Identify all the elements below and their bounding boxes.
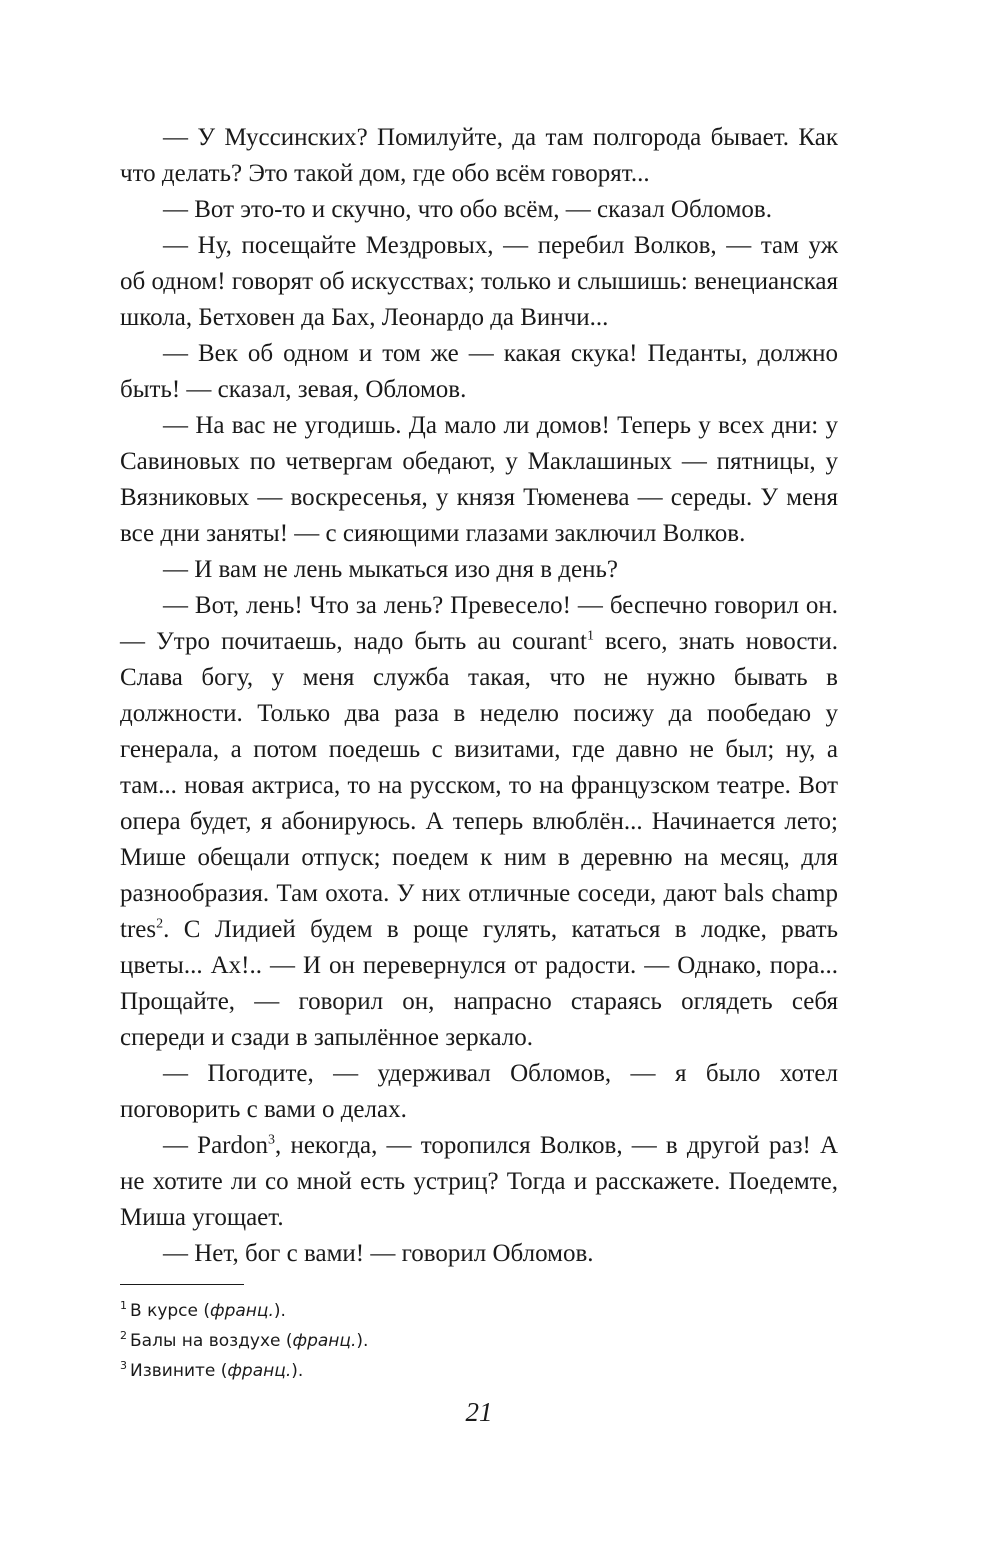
footnote — [120, 1356, 838, 1386]
paragraph: — У Муссинских? Помилуйте, да там полгорода бывает. Как что делать? Это такой дом, где обо всём говорят... — [120, 124, 838, 187]
footnote-ref[interactable]: 1 — [586, 628, 594, 644]
footnote-text: Балы на воздухе ( — [130, 1331, 293, 1351]
paragraph-text: — Pardon — [163, 1132, 269, 1159]
footnote-number: 3 — [120, 1359, 127, 1373]
paragraph-text: — Вот, лень! Что за лень? Превесело! — беспечно говорил он. — Утро почитаешь, надо быть au courant — [120, 592, 838, 655]
paragraph-text: всего, знать новости. Слава богу, у меня служба такая, что не нужно бывать в должности. Только два раза в неделю посижу да пообедаю у генерала, а потом поедешь с визитами, где давно не был; ну, а там... новая актриса, то на русском, то на французском театре. Вот опера будет, я абонируюсь. А теперь влюблён... Начинается лето; Мише обещали отпуск; поедем к ним в деревню на месяц, для разнообразия. Там охота. У них отличные соседи, дают bals champ tres — [120, 628, 838, 943]
footnote-language: франц. — [227, 1361, 292, 1381]
page-number: 21 — [465, 1397, 493, 1427]
footnote-number: 1 — [120, 1299, 127, 1313]
paragraph: — И вам не лень мыкаться изо дня в день? — [163, 556, 618, 583]
paragraph: — Ну, посещайте Мездровых, — перебил Волков, — там уж об одном! говорят об искусствах; только и слышишь: венецианская школа, Бетховен да Бах, Леонардо да Винчи... — [120, 232, 838, 331]
footnote-divider — [120, 1284, 244, 1285]
book-page — [120, 120, 838, 1500]
body-text — [120, 120, 838, 1272]
paragraph: — На вас не угодишь. Да мало ли домов! Теперь у всех дни: у Савиновых по четвергам обедают, у Маклашиных — пятницы, у Вязниковых — воскресенья, у князя Тюменева — середы. У меня все дни заняты! — с сияющими глазами заключил Волков. — [120, 412, 838, 547]
footnote-ref[interactable]: 3 — [268, 1132, 276, 1148]
footnote-text: В курсе ( — [130, 1301, 211, 1321]
footnote-number: 2 — [120, 1329, 127, 1343]
footnote — [120, 1326, 838, 1356]
paragraph: — Нет, бог с вами! — говорил Обломов. — [163, 1240, 594, 1267]
paragraph: — Погодите, — удерживал Обломов, — я было хотел поговорить с вами о делах. — [120, 1060, 838, 1123]
paragraph: — Вот это-то и скучно, что обо всём, — сказал Обломов. — [163, 196, 772, 223]
footnotes — [120, 1296, 838, 1386]
footnote-ref[interactable]: 2 — [156, 916, 164, 932]
footnote-close: ). — [356, 1331, 369, 1351]
footnote-language: франц. — [210, 1301, 274, 1321]
paragraph — [120, 588, 838, 1056]
footnote-language: франц. — [292, 1331, 357, 1351]
footnote-close: ). — [291, 1361, 304, 1381]
paragraph — [120, 1128, 838, 1236]
paragraph: — Век об одном и том же — какая скука! Педанты, должно быть! — сказал, зевая, Обломов. — [120, 340, 838, 403]
footnote — [120, 1296, 838, 1326]
footnote-close: ). — [273, 1301, 286, 1321]
paragraph-text: . С Лидией будем в роще гулять, кататься в лодке, рвать цветы... Ах!.. — И он перевернулся от радости. — Однако, пора... Прощайте, — говорил он, напрасно стараясь оглядеть себя спереди и сзади в запылённое зеркало. — [120, 916, 838, 1051]
paragraph-text: , некогда, — торопился Волков, — в другой раз! А не хотите ли со мной есть устриц? Тогда и расскажете. Поедемте, Миша угощает. — [120, 1132, 838, 1231]
footnote-text: Извините ( — [130, 1361, 228, 1381]
